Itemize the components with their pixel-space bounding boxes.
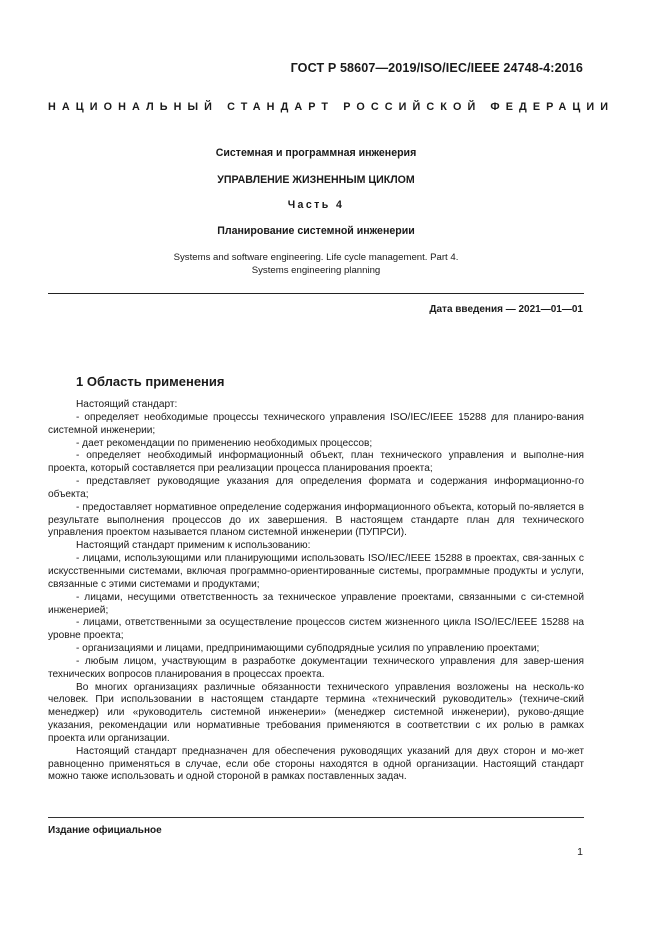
edition-label: Издание официальное [48, 825, 162, 836]
english-title-line-1: Systems and software engineering. Life cycle management. Part 4. [173, 252, 459, 263]
list-item: - лицами, несущими ответственность за техническое управление проектами, связанными с си-стемной инженерией; [48, 591, 584, 616]
top-divider [48, 293, 584, 294]
list-item: - представляет руководящие указания для определения формата и содержания информационно-го объекта; [48, 476, 584, 500]
list-item: - дает рекомендации по применению необходимых процессов; [76, 437, 373, 449]
list-item: - любым лицом, участвующим в разработке документации технического управления для завер-шения технических вопросов планирования в процессах проекта. [48, 655, 584, 680]
page-number: 1 [577, 846, 583, 858]
section-body [48, 399, 584, 784]
section-heading: 1 Область применения [76, 374, 225, 389]
paragraph: Во многих организациях различные обязанности технического управления возложены на несколь-ко человек. При использовании в настоящем стандарте термина «технический руководитель» (техниче-ский менеджер) или «руководитель системной инженерии» (менеджер системной инженерии), руково-дящие указания, рекомендации или нормативные требования применяются в соответствии с их ролью в рамках проекта или организации. [48, 681, 584, 744]
list-item: - определяет необходимые процессы технического управления ISO/IEC/IEEE 15288 для планиро-вания системной инженерии; [48, 411, 584, 436]
list-item: - организациями и лицами, предпринимающими субподрядные усилия по управлению проектами; [76, 643, 540, 655]
series-title: Системная и программная инженерия [215, 147, 417, 159]
footer-divider [48, 817, 584, 818]
list-item: - лицами, ответственными за осуществление процессов систем жизненного цикла ISO/IEC/IEEE 15288 на уровне проекта; [48, 617, 584, 642]
paragraph: Настоящий стандарт применим к использованию: [76, 540, 311, 552]
paragraph: Настоящий стандарт: [76, 399, 178, 410]
list-item: - предоставляет нормативное определение содержания информационного объекта, который по-является в результате выполнения процессов до их завершения. В настоящем стандарте план для технического управления проектом называется планом системной инженерии (ПУПРСИ). [48, 501, 584, 539]
paragraph: Настоящий стандарт предназначен для обеспечения руководящих указаний для двух сторон и мо-жет равноценно применяться в случае, если обе стороны находятся в одной организации. Настоящий стандарт можно также использовать и одной стороной в рамках поставленных задач. [48, 745, 584, 783]
list-item: - лицами, использующими или планирующими использовать ISO/IEC/IEEE 15288 в проектах, свя-занных с искусственными системами, включая программно-ориентированные системы, программные продукты и услуги, связанные с этими системами и продуктами; [48, 553, 584, 590]
document-code: ГОСТ Р 58607—2019/ISO/IEC/IEEE 24748-4:2016 [290, 61, 583, 75]
list-item: - определяет необходимый информационный объект, план технического управления и выполне-ния проекта, который составляется при реализации процесса планирования проекта; [48, 450, 584, 475]
national-standard-banner: НАЦИОНАЛЬНЫЙ СТАНДАРТ РОССИЙСКОЙ ФЕДЕРАЦИИ [48, 101, 615, 113]
english-title [48, 252, 584, 277]
part-label: Часть 4 [287, 199, 345, 211]
introduction-date: Дата введения — 2021—01—01 [429, 304, 583, 315]
main-title: УПРАВЛЕНИЕ ЖИЗНЕННЫМ ЦИКЛОМ [217, 174, 415, 186]
english-title-line-2: Systems engineering planning [251, 264, 381, 276]
document-subtitle: Планирование системной инженерии [217, 225, 415, 237]
